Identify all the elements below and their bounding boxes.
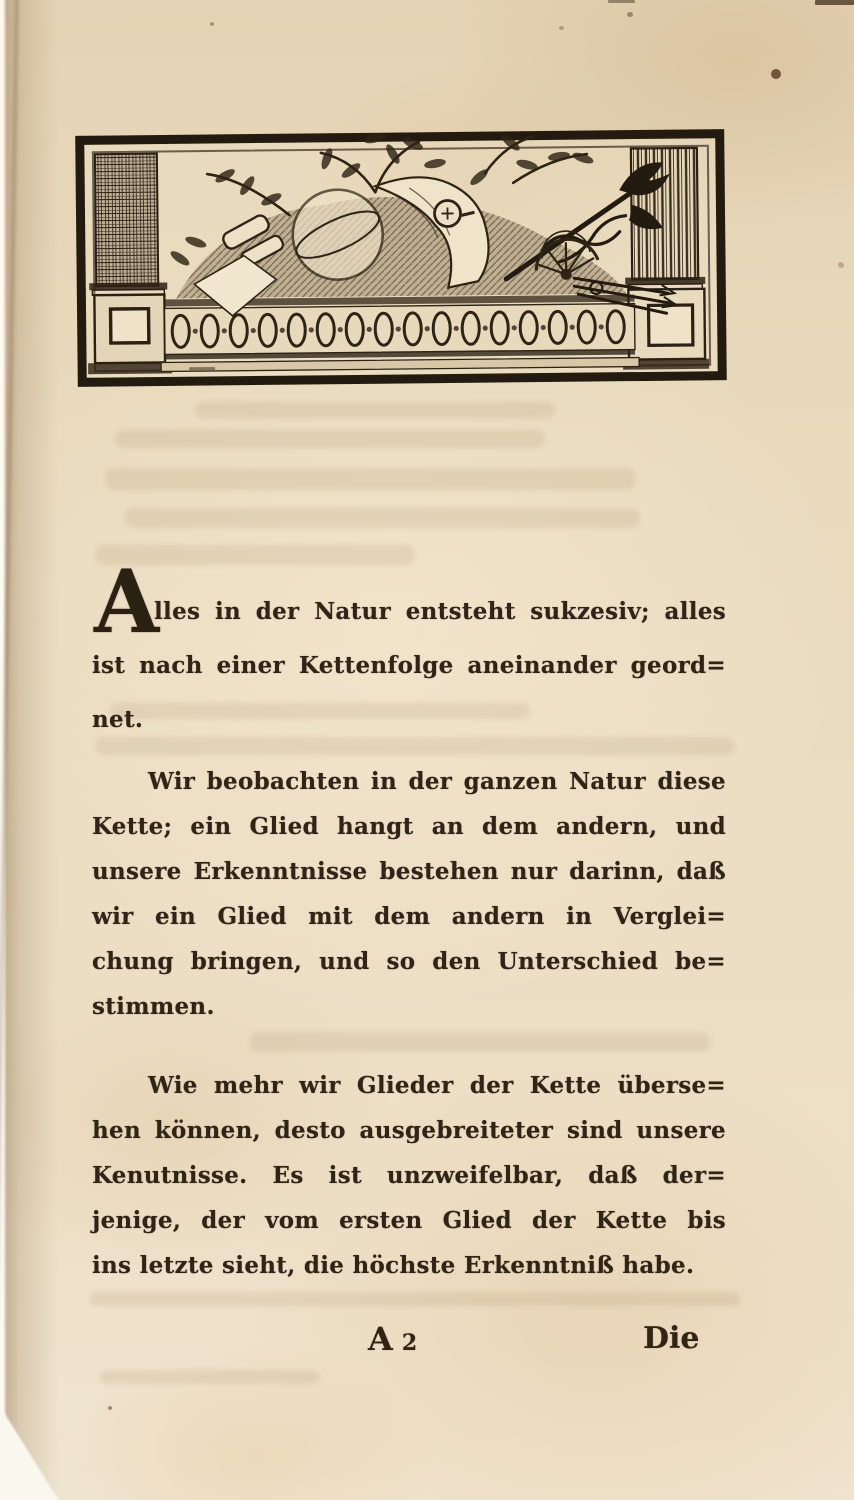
text-line: Kette; ein Glied hangt an dem andern, und: [92, 813, 726, 840]
left-pier: [88, 153, 167, 295]
text-line: ins letzte sieht, die höchste Erkenntniß habe.: [92, 1252, 695, 1279]
foxing-spot: [559, 26, 564, 30]
foxing-spot: [108, 1406, 112, 1410]
text-line: Wir beobachten in der ganzen Natur diese: [148, 768, 726, 795]
headpiece-ornament: [75, 127, 730, 392]
left-plinth: [87, 294, 172, 374]
text-line: wir ein Glied mit dem andern in Verglei=: [92, 903, 726, 930]
signature-letter: A: [368, 1320, 393, 1358]
bleedthrough-text: [125, 508, 640, 528]
text-line: net.: [92, 706, 144, 733]
page-corner-highlight: [0, 1405, 130, 1500]
scan-edge-mark: [608, 0, 635, 3]
paragraph-1: [92, 585, 726, 747]
foxing-spot: [210, 22, 214, 26]
scan-edge-mark: [815, 0, 854, 5]
paragraph-2: [92, 759, 726, 1029]
bleedthrough-text: [100, 1370, 320, 1384]
foxing-spot: [838, 262, 844, 268]
bleedthrough-text: [90, 1292, 740, 1306]
text-line: Wie mehr wir Glieder der Kette überse=: [148, 1072, 726, 1099]
text-line: unsere Erkenntnisse bestehen nur darinn, daß: [92, 858, 726, 885]
text-line: hen können, desto ausgebreiteter sind unsere: [92, 1117, 726, 1144]
bleedthrough-text: [195, 402, 555, 418]
foxing-spot: [771, 69, 781, 79]
text-line: jenige, der vom ersten Glied der Kette bis: [92, 1207, 726, 1234]
signature-number: 2: [401, 1330, 418, 1356]
text-line: stimmen.: [92, 993, 215, 1020]
text-line: Kenutnisse. Es ist unzweifelbar, daß der=: [92, 1162, 726, 1189]
bleedthrough-text: [105, 468, 635, 490]
engraver-signature: [189, 367, 215, 370]
text-line: chung bringen, und so den Unterschied be=: [92, 948, 726, 975]
bleedthrough-text: [115, 430, 545, 448]
catchword: Die: [643, 1321, 700, 1356]
signature-mark: [368, 1318, 417, 1366]
gutter-shadow: [0, 0, 58, 1500]
text-line: ist nach einer Kettenfolge aneinander geord=: [92, 652, 726, 679]
text-line: lles in der Natur entsteht sukzesiv; alles: [154, 598, 726, 625]
bleedthrough-text: [250, 1032, 710, 1052]
foxing-spot: [627, 12, 633, 17]
drop-cap-initial: A: [94, 550, 160, 653]
paragraph-3: [92, 1063, 726, 1288]
